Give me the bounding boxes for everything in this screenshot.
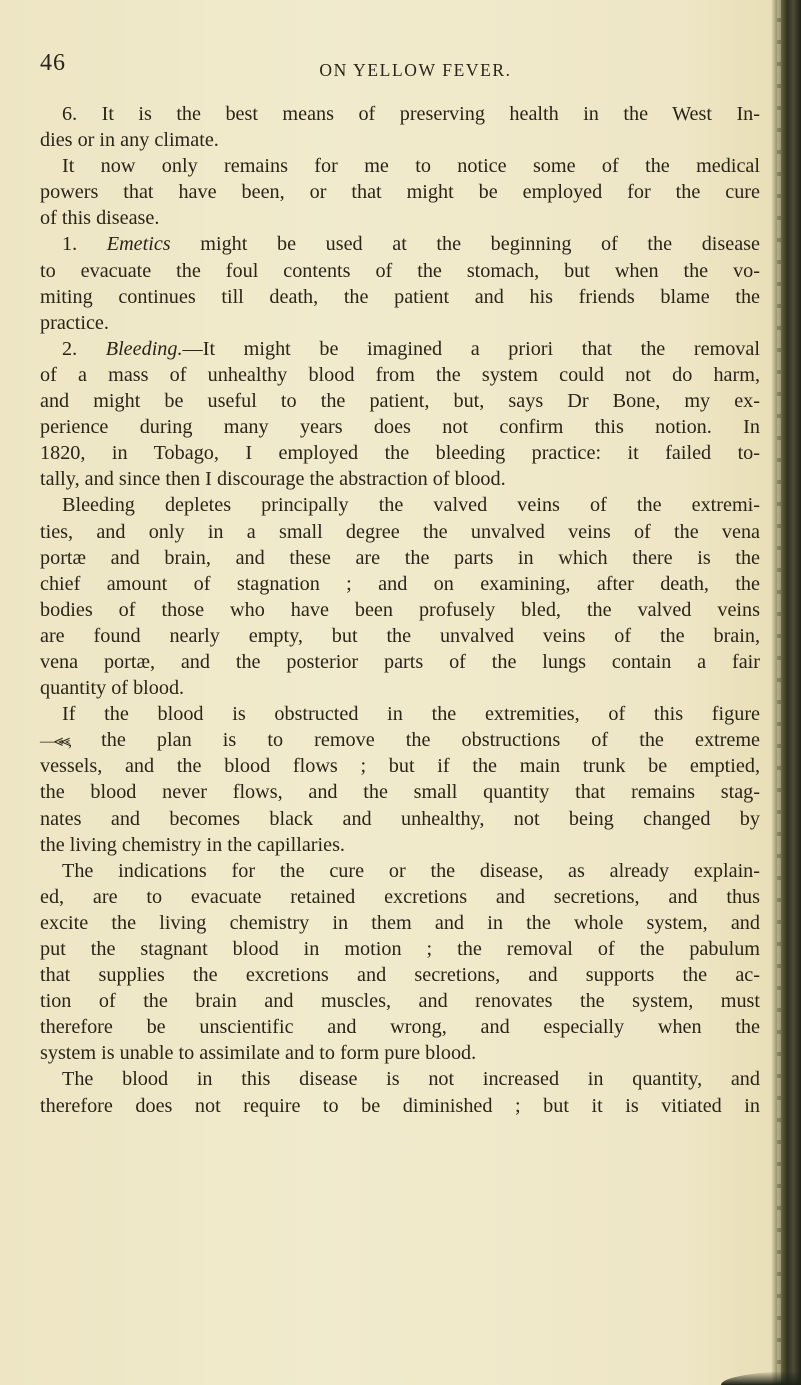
- text-line: [40, 545, 760, 571]
- text-line: [40, 310, 760, 336]
- text-line-content: ed, are to evacuate retained excretions and secretions, and thus: [40, 885, 760, 908]
- text-line: [40, 675, 760, 701]
- text-line-content: and might be useful to the patient, but, says Dr Bone, my ex-: [40, 390, 760, 413]
- text-line: [40, 701, 760, 727]
- text-line-content: vena portæ, and the posterior parts of the lungs contain a fair: [40, 650, 760, 673]
- text-segment: 2.: [62, 337, 106, 360]
- text-line: [40, 336, 760, 362]
- text-line-content: 6. It is the best means of preserving health in the West In-: [62, 103, 760, 125]
- text-line: [40, 597, 760, 623]
- text-line-content: of a mass of unhealthy blood from the system could not do harm,: [40, 363, 760, 386]
- text-line: [40, 1040, 760, 1066]
- text-line-content: 1820, in Tobago, I employed the bleeding practice: it failed to-: [40, 442, 760, 465]
- text-line: [40, 1066, 760, 1092]
- text-line-content: The blood in this disease is not increased in quantity, and: [62, 1068, 760, 1091]
- text-line-content: portæ and brain, and these are the parts in which there is the: [40, 546, 760, 569]
- text-line: [40, 649, 760, 675]
- page-number: 46: [40, 50, 66, 76]
- text-line-content: practice.: [40, 311, 109, 334]
- text-line: [40, 858, 760, 884]
- text-line: [40, 440, 760, 466]
- text-line: [40, 779, 760, 805]
- text-line: [40, 623, 760, 649]
- text-line: [40, 832, 760, 858]
- text-line-content: Bleeding depletes principally the valved veins of the extremi-: [62, 494, 760, 517]
- page-corner-shadow: [721, 1371, 801, 1385]
- text-line-content: to evacuate the foul contents of the stomach, but when the vo-: [40, 259, 760, 282]
- text-line-content: miting continues till death, the patient and his friends blame the: [40, 285, 760, 308]
- text-line: [40, 153, 760, 179]
- section-heading-bleeding: Bleeding.: [105, 337, 183, 360]
- text-segment: might be used at the beginning of the disease: [170, 233, 760, 256]
- text-line: [40, 492, 760, 518]
- text-line-content: system is unable to assimilate and to form pure blood.: [40, 1042, 477, 1065]
- text-line-content: powers that have been, or that might be employed for the cure: [40, 181, 760, 204]
- text-line-content: that supplies the excretions and secretions, and supports the ac-: [40, 964, 760, 987]
- text-line: [40, 231, 760, 257]
- text-line-content: therefore be unscientific and wrong, and especially when the: [40, 1016, 760, 1039]
- book-binding-edge: [771, 0, 801, 1385]
- text-line-content: nates and becomes black and unhealthy, not being changed by: [40, 807, 760, 830]
- text-line-content: dies or in any climate.: [40, 129, 219, 152]
- text-line: [40, 806, 760, 832]
- text-line: [40, 258, 760, 284]
- text-line: [40, 1093, 760, 1119]
- text-line: [40, 127, 760, 153]
- text-line-content: of this disease.: [40, 207, 160, 230]
- text-line-content: the blood never flows, and the small quantity that remains stag-: [40, 781, 760, 804]
- text-line-content: The indications for the cure or the disease, as already explain-: [62, 859, 760, 882]
- text-line: [40, 753, 760, 779]
- text-line-content: quantity of blood.: [40, 677, 185, 700]
- text-line: [40, 284, 760, 310]
- text-line-content: ties, and only in a small degree the unvalved veins of the vena: [40, 520, 760, 543]
- text-line: [40, 936, 760, 962]
- text-line-content: the living chemistry in the capillaries.: [40, 833, 345, 856]
- text-line-content: put the stagnant blood in motion ; the removal of the pabulum: [40, 938, 760, 960]
- text-line: [40, 205, 760, 231]
- text-line-content: bodies of those who have been profusely bled, the valved veins: [40, 598, 760, 621]
- text-line-content: therefore does not require to be diminished ; but it is vitiated in: [40, 1094, 760, 1117]
- text-segment: 1.: [62, 233, 107, 256]
- text-line-content: vessels, and the blood flows ; but if the main trunk be emptied,: [40, 755, 760, 778]
- text-line: [40, 910, 760, 936]
- text-line-content: chief amount of stagnation ; and on examining, after death, the: [40, 572, 760, 595]
- text-segment: —It might be imagined a priori that the removal: [182, 337, 760, 360]
- text-line: [40, 362, 760, 388]
- text-line: [40, 519, 760, 545]
- section-heading-emetics: Emetics: [106, 233, 171, 256]
- text-line: [40, 962, 760, 988]
- text-line-content: perience during many years does not confirm this notion. In: [40, 416, 760, 439]
- text-line-content: If the blood is obstructed in the extremities, of this figure: [62, 703, 760, 726]
- text-line: [40, 414, 760, 440]
- text-segment: the plan is to remove the obstructions of the extreme: [70, 729, 760, 752]
- body-text: [40, 101, 760, 1119]
- running-head: ON YELLOW FEVER.: [319, 60, 512, 80]
- text-line: [40, 101, 760, 127]
- text-line-content: tion of the brain and muscles, and renovates the system, must: [40, 990, 760, 1013]
- text-line: [40, 884, 760, 910]
- text-line-content: tally, and since then I discourage the abstraction of blood.: [40, 468, 506, 491]
- text-line: [40, 727, 760, 753]
- text-line-content: are found nearly empty, but the unvalved veins of the brain,: [40, 624, 760, 647]
- vessel-figure-glyph: —⪡⪡,: [40, 733, 71, 751]
- text-line: [40, 179, 760, 205]
- text-line: [40, 571, 760, 597]
- text-line: [40, 388, 760, 414]
- text-line: [40, 988, 760, 1014]
- text-line-content: It now only remains for me to notice some of the medical: [62, 155, 760, 178]
- text-line: [40, 466, 760, 492]
- text-line-content: excite the living chemistry in them and in the whole system, and: [40, 911, 760, 934]
- text-line: [40, 1014, 760, 1040]
